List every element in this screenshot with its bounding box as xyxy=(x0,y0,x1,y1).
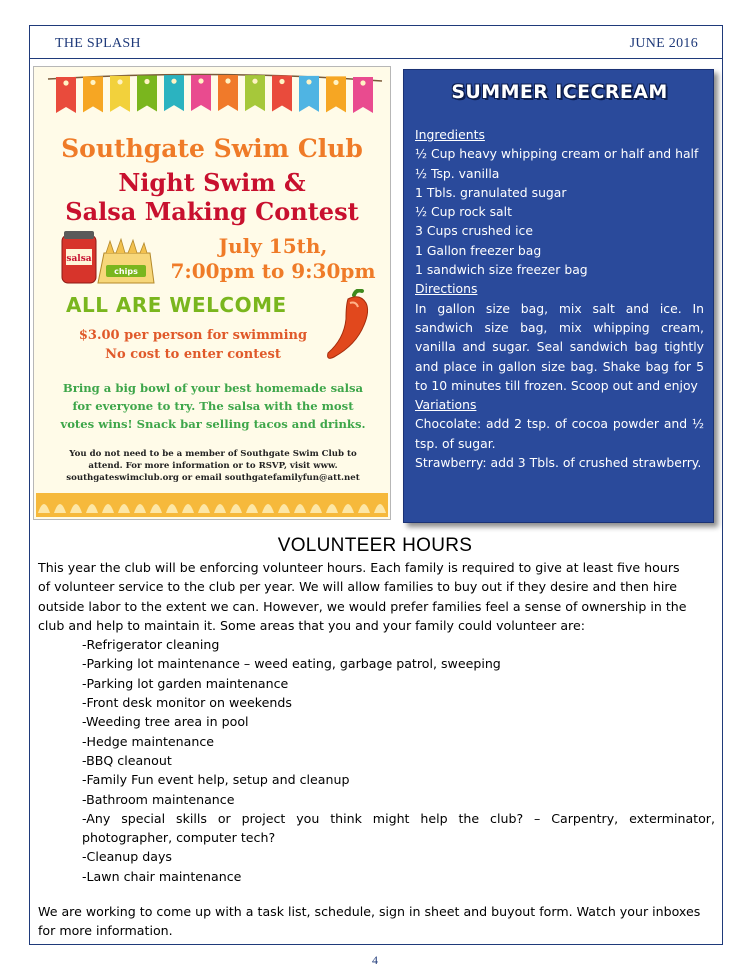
volunteer-intro-line: outside labor to the extent we can. However, we would prefer families feel a sense of ownership in the xyxy=(38,598,687,614)
bunting-dot xyxy=(225,78,230,83)
volunteer-item: -Any special skills or project you think might help the club? – Carpentry, exterminator, photographer, computer tech? xyxy=(82,810,715,846)
ingredient-item: ½ Cup rock salt xyxy=(415,204,512,220)
volunteer-item: -Hedge maintenance xyxy=(82,733,215,749)
volunteer-intro-line: This year the club will be enforcing volunteer hours. Each family is required to give at least five hours xyxy=(38,560,680,575)
flyer-time: 7:00pm to 9:30pm xyxy=(170,259,376,283)
volunteer-item: -Refrigerator cleaning xyxy=(82,637,220,653)
flyer-bring-line: votes wins! Snack bar selling tacos and drinks. xyxy=(60,417,366,431)
flyer-contest-cost: No cost to enter contest xyxy=(105,347,281,362)
flyer-title-line1: Night Swim & xyxy=(118,168,306,197)
issue-date: JUNE 2016 xyxy=(629,36,698,51)
flyer-bring-line: for everyone to try. The salsa with the most xyxy=(72,399,354,413)
directions-text: In gallon size bag, mix salt and ice. In sandwich size bag, mix whipping cream, vanilla and sugar. Seal sandwich bag tightly and place in gallon size bag. Shake bag for 5 to 10 minutes till frozen. Scoop out and enjoy xyxy=(415,300,704,393)
volunteer-intro-line: club and help to maintain it. Some areas that you and your family could volunteer are: xyxy=(38,617,585,633)
ingredient-item: 1 Gallon freezer bag xyxy=(415,242,542,258)
flyer-info-line: attend. For more information or to RSVP, visit www. xyxy=(88,461,338,471)
bunting-dot xyxy=(198,78,203,83)
bunting-dot xyxy=(360,80,365,85)
volunteer-item: -Lawn chair maintenance xyxy=(82,868,242,884)
jar-label: salsa xyxy=(66,254,92,264)
bunting-dot xyxy=(306,79,311,84)
volunteer-body xyxy=(38,558,715,941)
flyer-bring-line: Bring a big bowl of your best homemade salsa xyxy=(62,381,364,395)
page-number: 4 xyxy=(372,953,378,967)
flyer-club-name: Southgate Swim Club xyxy=(61,134,363,163)
volunteer-intro-line: of volunteer service to the club per year. We will allow families to buy out if they desire and then hire xyxy=(38,579,677,595)
flyer-welcome: ALL ARE WELCOME xyxy=(66,293,287,317)
ingredients-heading: Ingredients xyxy=(415,127,485,142)
variation-chocolate: Chocolate: add 2 tsp. of cocoa powder and ½ tsp. of sugar. xyxy=(415,416,704,451)
flyer-info-line: You do not need to be a member of Southgate Swim Club to xyxy=(69,449,357,459)
flyer-price: $3.00 per person for swimming xyxy=(78,328,308,343)
ingredient-item: 3 Cups crushed ice xyxy=(415,223,533,239)
volunteer-item: -Bathroom maintenance xyxy=(82,791,235,807)
ingredient-item: 1 sandwich size freezer bag xyxy=(415,262,588,278)
bunting-dot xyxy=(171,79,176,84)
volunteer-item: -BBQ cleanout xyxy=(82,752,172,768)
ingredient-item: 1 Tbls. granulated sugar xyxy=(415,184,567,200)
bunting-dot xyxy=(333,80,338,85)
bunting-dot xyxy=(279,79,284,84)
volunteer-item: -Family Fun event help, setup and cleanup xyxy=(82,772,350,788)
bunting-dot xyxy=(90,80,95,85)
salsa-jar-icon xyxy=(58,231,156,287)
volunteer-item: -Weeding tree area in pool xyxy=(82,714,249,730)
volunteer-closing-line: for more information. xyxy=(38,923,173,939)
volunteer-item: -Parking lot maintenance – weed eating, garbage patrol, sweeping xyxy=(82,656,501,672)
bunting-dot xyxy=(63,80,68,85)
recipe-title: SUMMER ICECREAM xyxy=(451,81,668,103)
variations-heading: Variations xyxy=(415,397,477,413)
variation-strawberry: Strawberry: add 3 Tbls. of crushed strawberry. xyxy=(415,455,702,471)
flyer-title-line2: Salsa Making Contest xyxy=(65,197,359,226)
night-swim-flyer xyxy=(33,66,391,520)
volunteer-item: -Front desk monitor on weekends xyxy=(82,695,292,711)
bunting-dot xyxy=(144,79,149,84)
decorative-border-icon xyxy=(36,493,388,517)
chips-label: chips xyxy=(114,267,138,276)
ingredient-item: ½ Tsp. vanilla xyxy=(415,165,500,181)
recipe-box xyxy=(403,69,714,523)
bunting-banner-icon xyxy=(34,67,391,127)
newsletter-title: THE SPLASH xyxy=(55,36,141,51)
chili-pepper-icon xyxy=(320,289,380,361)
flyer-date: July 15th, xyxy=(218,234,328,258)
volunteer-closing-line: We are working to come up with a task list, schedule, sign in sheet and buyout form. Watch your inboxes xyxy=(38,904,701,920)
volunteer-item: -Cleanup days xyxy=(82,849,172,865)
volunteer-item: -Parking lot garden maintenance xyxy=(82,675,289,691)
bunting-dot xyxy=(252,79,257,84)
volunteer-title: VOLUNTEER HOURS xyxy=(277,535,473,556)
header-rule xyxy=(29,58,723,59)
bunting-dot xyxy=(117,79,122,84)
flyer-info-line: southgateswimclub.org or email southgatefamilyfun@att.net xyxy=(66,473,360,483)
directions-heading: Directions xyxy=(415,281,478,297)
ingredient-item: ½ Cup heavy whipping cream or half and half xyxy=(415,146,699,162)
